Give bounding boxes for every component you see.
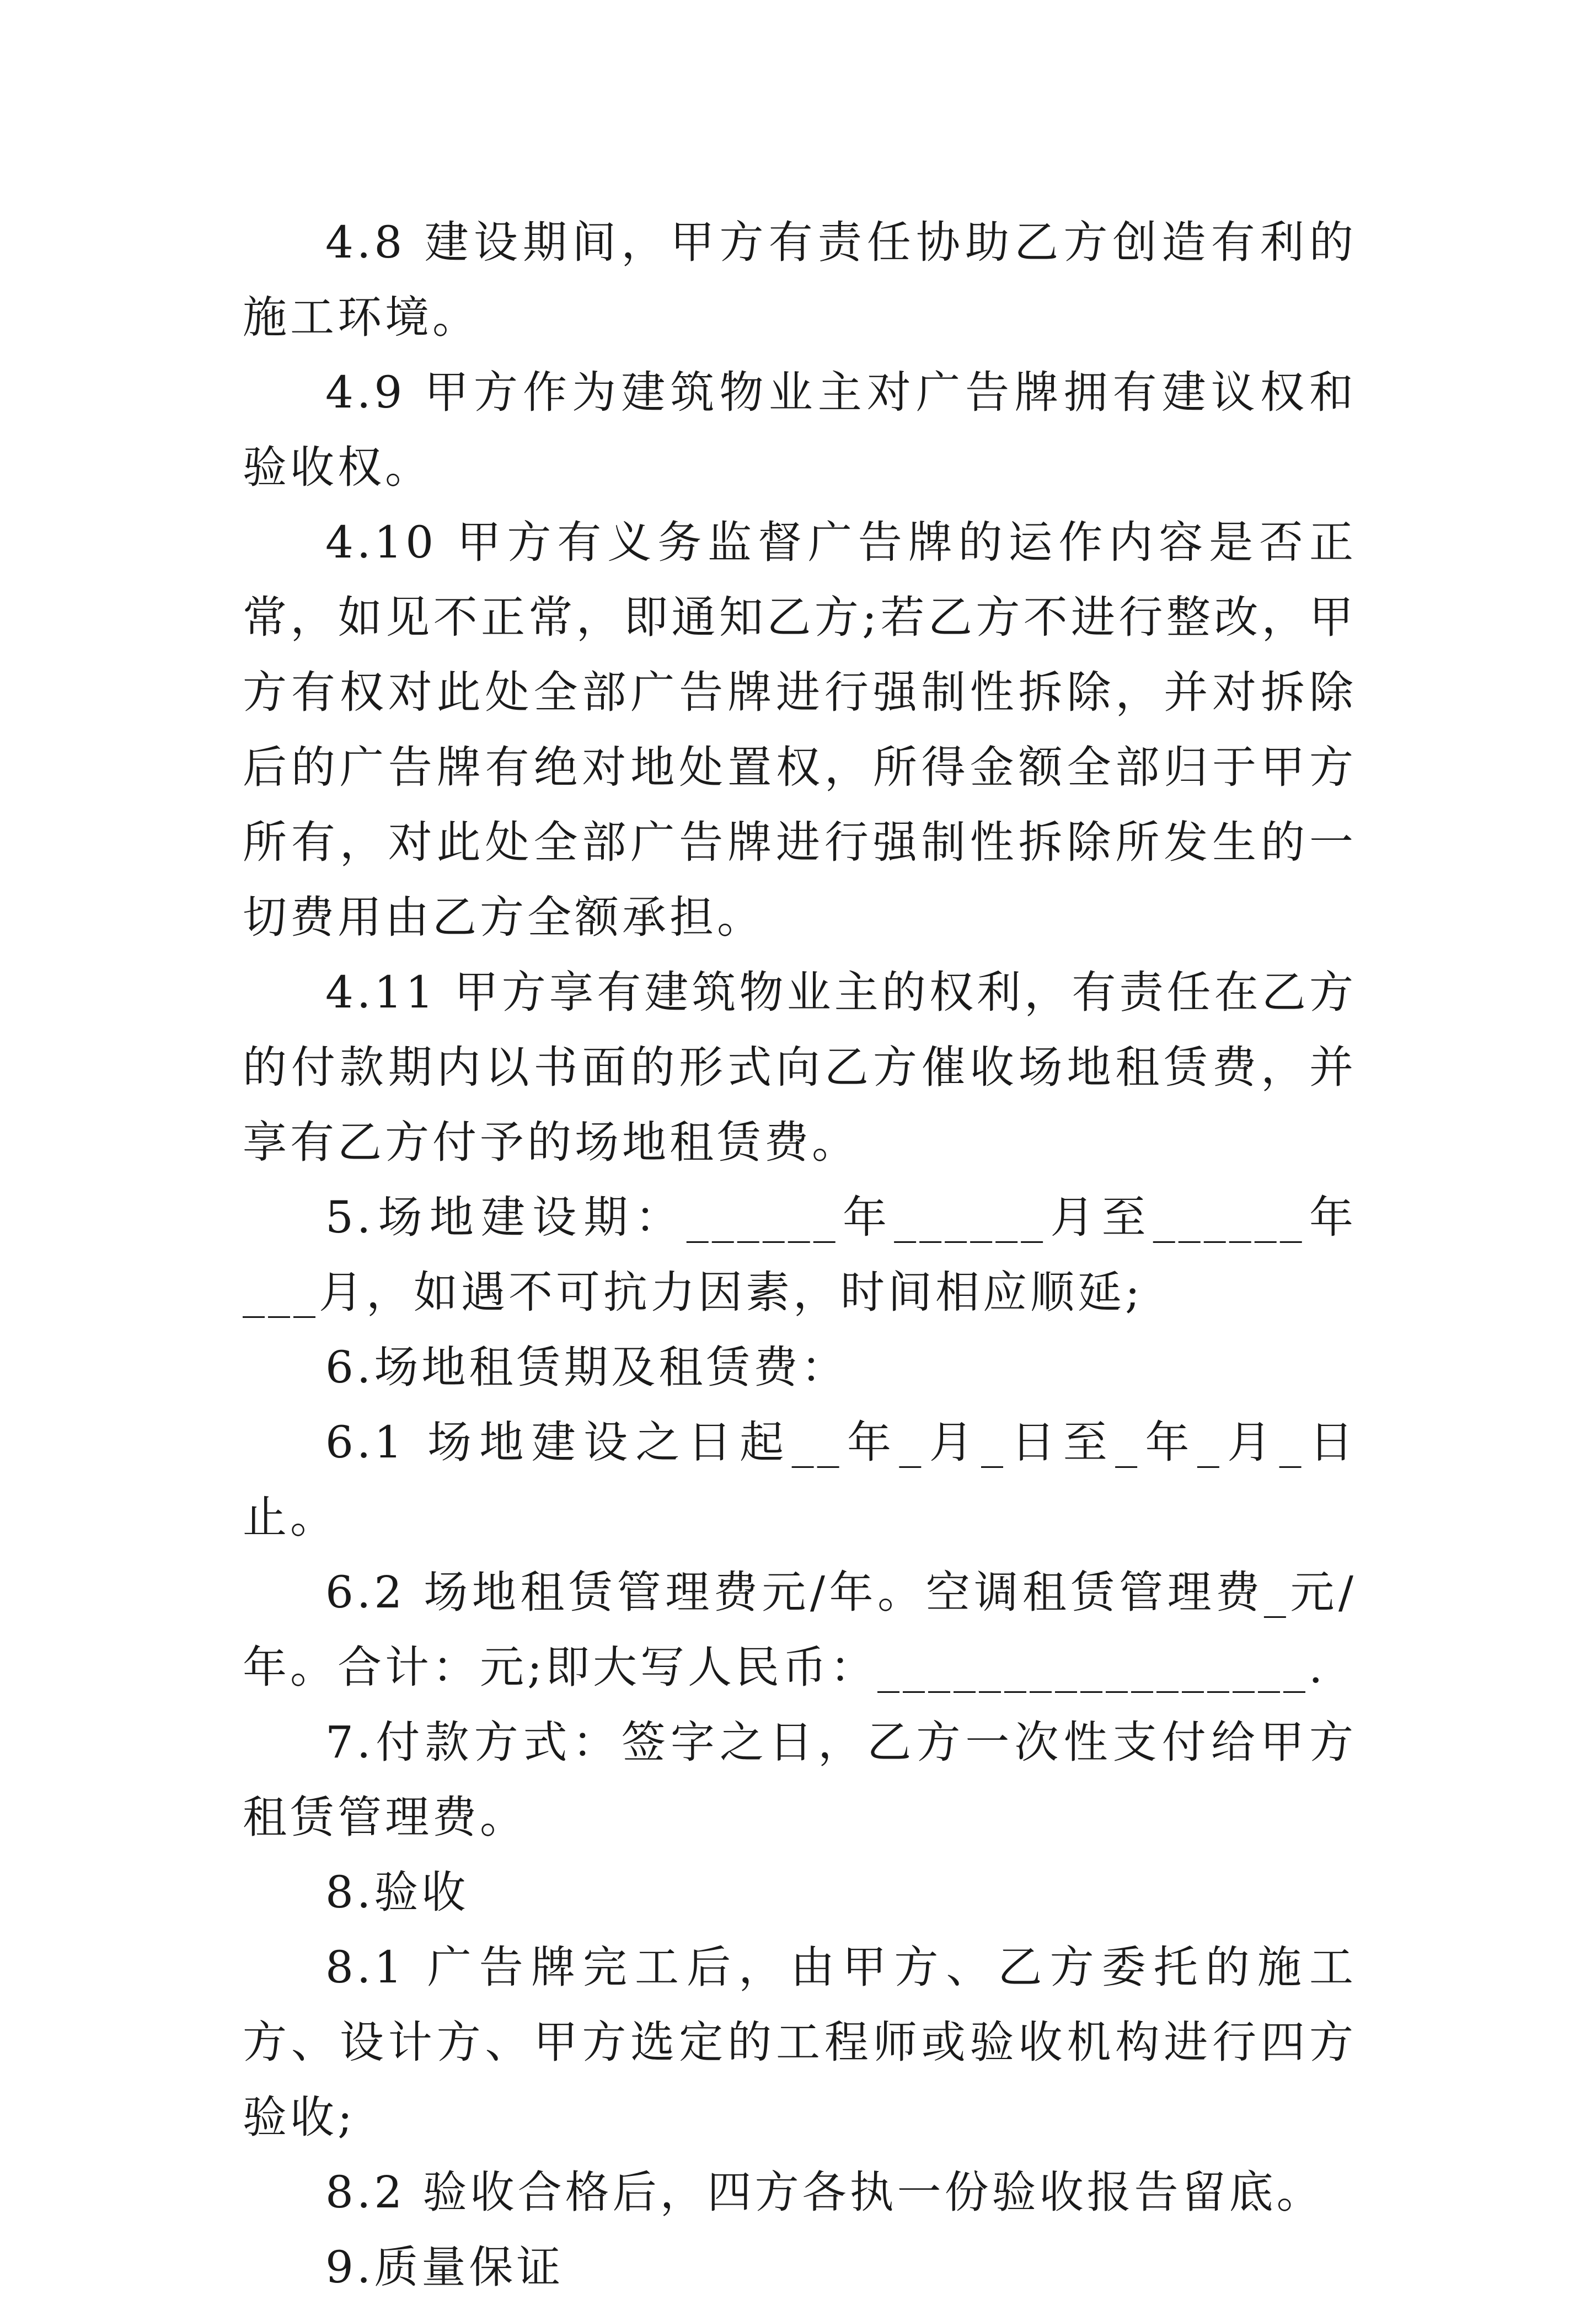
clause-9-quality-heading: 9.质量保证 — [325, 2242, 564, 2293]
document-body — [243, 205, 1357, 2305]
clause-5-construction-period: 5.场地建设期：______年______月至______年___月，如遇不可抗力因素，时间相应顺延; — [243, 1192, 1357, 1318]
clause-8-acceptance-heading: 8.验收 — [325, 1867, 469, 1918]
clause-4-9: 4.9 甲方作为建筑物业主对广告牌拥有建议权和验收权。 — [243, 367, 1357, 493]
clause-8-1: 8.1 广告牌完工后，由甲方、乙方委托的施工方、设计方、甲方选定的工程师或验收机构进行四方验收; — [243, 1942, 1357, 2143]
clause-4-10: 4.10 甲方有义务监督广告牌的运作内容是否正常，如见不正常，即通知乙方;若乙方不进行整改，甲方有权对此处全部广告牌进行强制性拆除，并对拆除后的广告牌有绝对地处置权，所得金额全部归于甲方所有，对此处全部广告牌进行强制性拆除所发生的一切费用由乙方全额承担。 — [243, 517, 1357, 943]
clause-4-11: 4.11 甲方享有建筑物业主的权利，有责任在乙方的付款期内以书面的形式向乙方催收场地租赁费，并享有乙方付予的场地租赁费。 — [243, 967, 1357, 1168]
clause-6-lease-term-heading: 6.场地租赁期及租赁费： — [325, 1342, 849, 1393]
clause-6-1: 6.1 场地建设之日起__年_月_日至_年_月_日止。 — [243, 1417, 1357, 1543]
clause-6-2: 6.2 场地租赁管理费元/年。空调租赁管理费_元/年。合计：元;即大写人民币：_________________. — [243, 1567, 1357, 1693]
clause-4-8: 4.8 建设期间，甲方有责任协助乙方创造有利的施工环境。 — [243, 217, 1357, 343]
clause-8-2: 8.2 验收合格后，四方各执一份验收报告留底。 — [325, 2167, 1324, 2218]
clause-7-payment: 7.付款方式：签字之日，乙方一次性支付给甲方租赁管理费。 — [243, 1717, 1357, 1843]
